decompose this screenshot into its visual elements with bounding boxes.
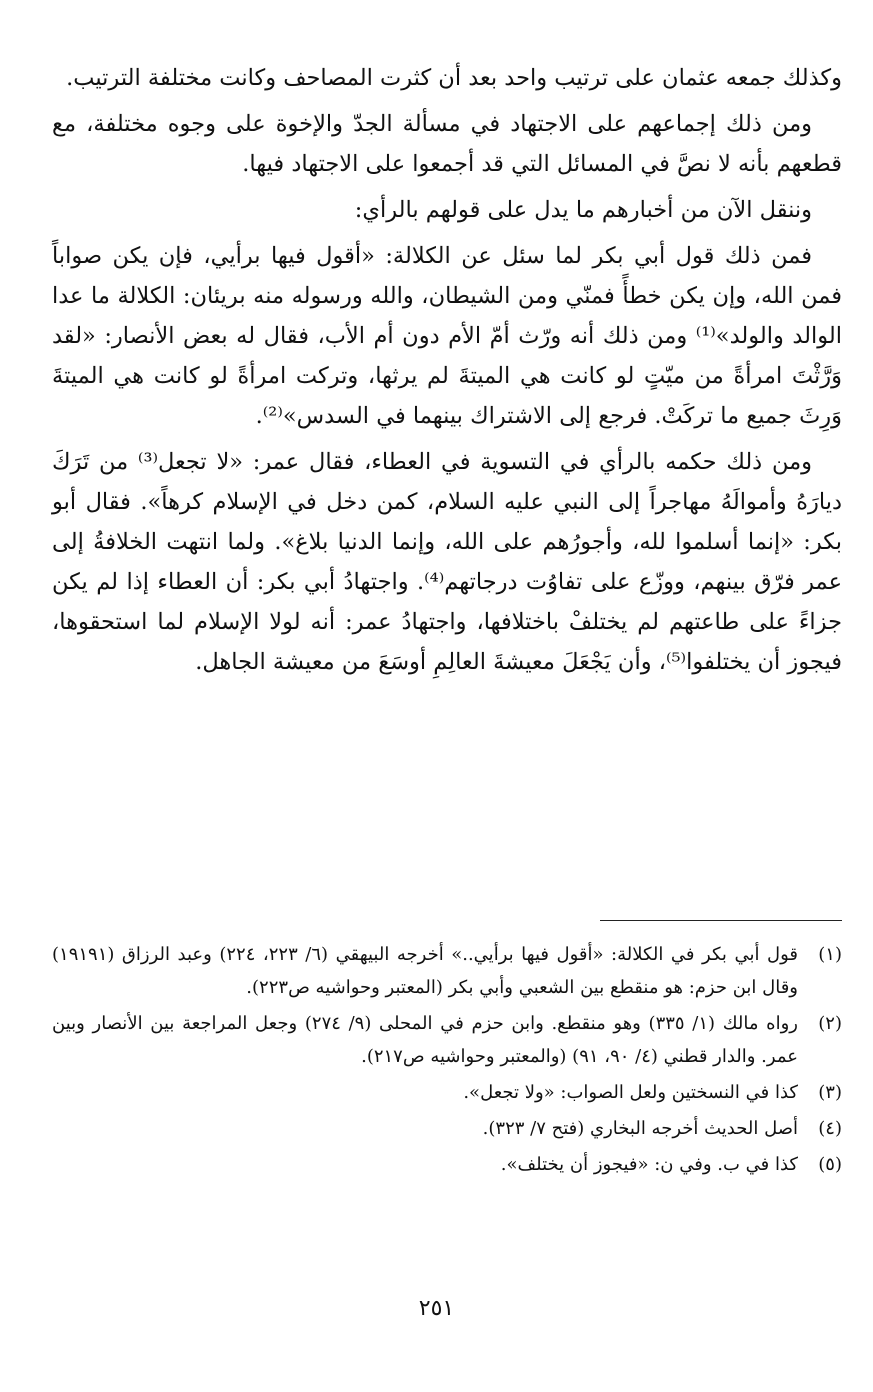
footnote-3 [52,1076,842,1109]
footnote-text: قول أبي بكر في الكلالة: «أقول فيها برأيي..» أخرجه البيهقي (٦/ ٢٢٣، ٢٢٤) وعبد الرزاق (١٩١٩١) وقال ابن حزم: هو منقطع بين الشعبي وأبي بكر (المعتبر وحواشيه ص٢٢٣). [52,944,798,998]
main-text [52,58,842,682]
footnote-number: (٣) [818,1082,842,1103]
footnote-1 [52,938,842,1004]
footnote-divider [600,920,842,921]
footnote-number: (٤) [818,1118,842,1139]
footnote-2 [52,1007,842,1073]
footnote-number: (٢) [818,1013,842,1034]
paragraph-4: فمن ذلك قول أبي بكر لما سئل عن الكلالة: «أقول فيها برأيي، فإن يكن صواباً فمن الله، وإن يكن خطأً فمنّي ومن الشيطان، والله ورسوله منه بريئان: الكلالة ما عدا الوالد والولد»⁽¹⁾ ومن ذلك أنه ورّث أمّ الأم دون أم الأب، فقال له بعض الأنصار: «لقد وَرَّثْتَ امرأةً من ميّتٍ لو كانت هي الميتةَ لم يرثها، وتركت امرأةً لو كانت هي الميتةَ وَرِثَ جميع ما تركَتْ. فرجع إلى الاشتراك بينهما في السدس»⁽²⁾. [52,243,842,429]
footnote-text: كذا في النسختين ولعل الصواب: «ولا تجعل». [463,1082,798,1103]
page-number: ٢٥١ [418,1296,455,1321]
footnote-text: أصل الحديث أخرجه البخاري (فتح ٧/ ٣٢٣). [482,1118,798,1139]
paragraph-1: وكذلك جمعه عثمان على ترتيب واحد بعد أن كثرت المصاحف وكانت مختلفة الترتيب. [66,65,842,91]
footnote-5 [52,1148,842,1181]
footnote-number: (٥) [818,1154,842,1175]
footnotes [52,938,842,1184]
footnote-text: كذا في ب. وفي ن: «فيجوز أن يختلف». [500,1154,798,1175]
paragraph-3: وننقل الآن من أخبارهم ما يدل على قولهم بالرأي: [354,197,812,223]
paragraph-5: ومن ذلك حكمه بالرأي في التسوية في العطاء، فقال عمر: «لا تجعل⁽³⁾ من تَرَكَ ديارَهُ وأموالَهُ مهاجراً إلى النبي عليه السلام، كمن دخل في الإسلام كرهاً». فقال أبو بكر: «إنما أسلموا لله، وأجورُهم على الله، وإنما الدنيا بلاغ». ولما انتهت الخلافةُ إلى عمر فرّق بينهم، ووزّع على تفاوُت درجاتهم⁽⁴⁾. واجتهادُ أبي بكر: أن العطاء إذا لم يكن جزاءً على طاعتهم لم يختلفْ باختلافها، واجتهادُ عمر: أنه لولا الإسلام لما استحقوها، فيجوز أن يختلفوا⁽⁵⁾، وأن يَجْعَلَ معيشةَ العالِمِ أوسَعَ من معيشة الجاهل. [52,449,842,675]
footnote-number: (١) [818,944,842,965]
paragraph-2: ومن ذلك إجماعهم على الاجتهاد في مسألة الجدّ والإخوة على وجوه مختلفة، مع قطعهم بأنه لا نصَّ في المسائل التي قد أجمعوا على الاجتهاد فيها. [52,111,842,177]
footnote-text: رواه مالك (١/ ٣٣٥) وهو منقطع. وابن حزم في المحلى (٩/ ٢٧٤) وجعل المراجعة بين الأنصار وبين عمر. والدار قطني (٤/ ٩٠، ٩١) (والمعتبر وحواشيه ص٢١٧). [52,1013,798,1067]
document-page [52,58,842,688]
footnote-4 [52,1112,842,1145]
